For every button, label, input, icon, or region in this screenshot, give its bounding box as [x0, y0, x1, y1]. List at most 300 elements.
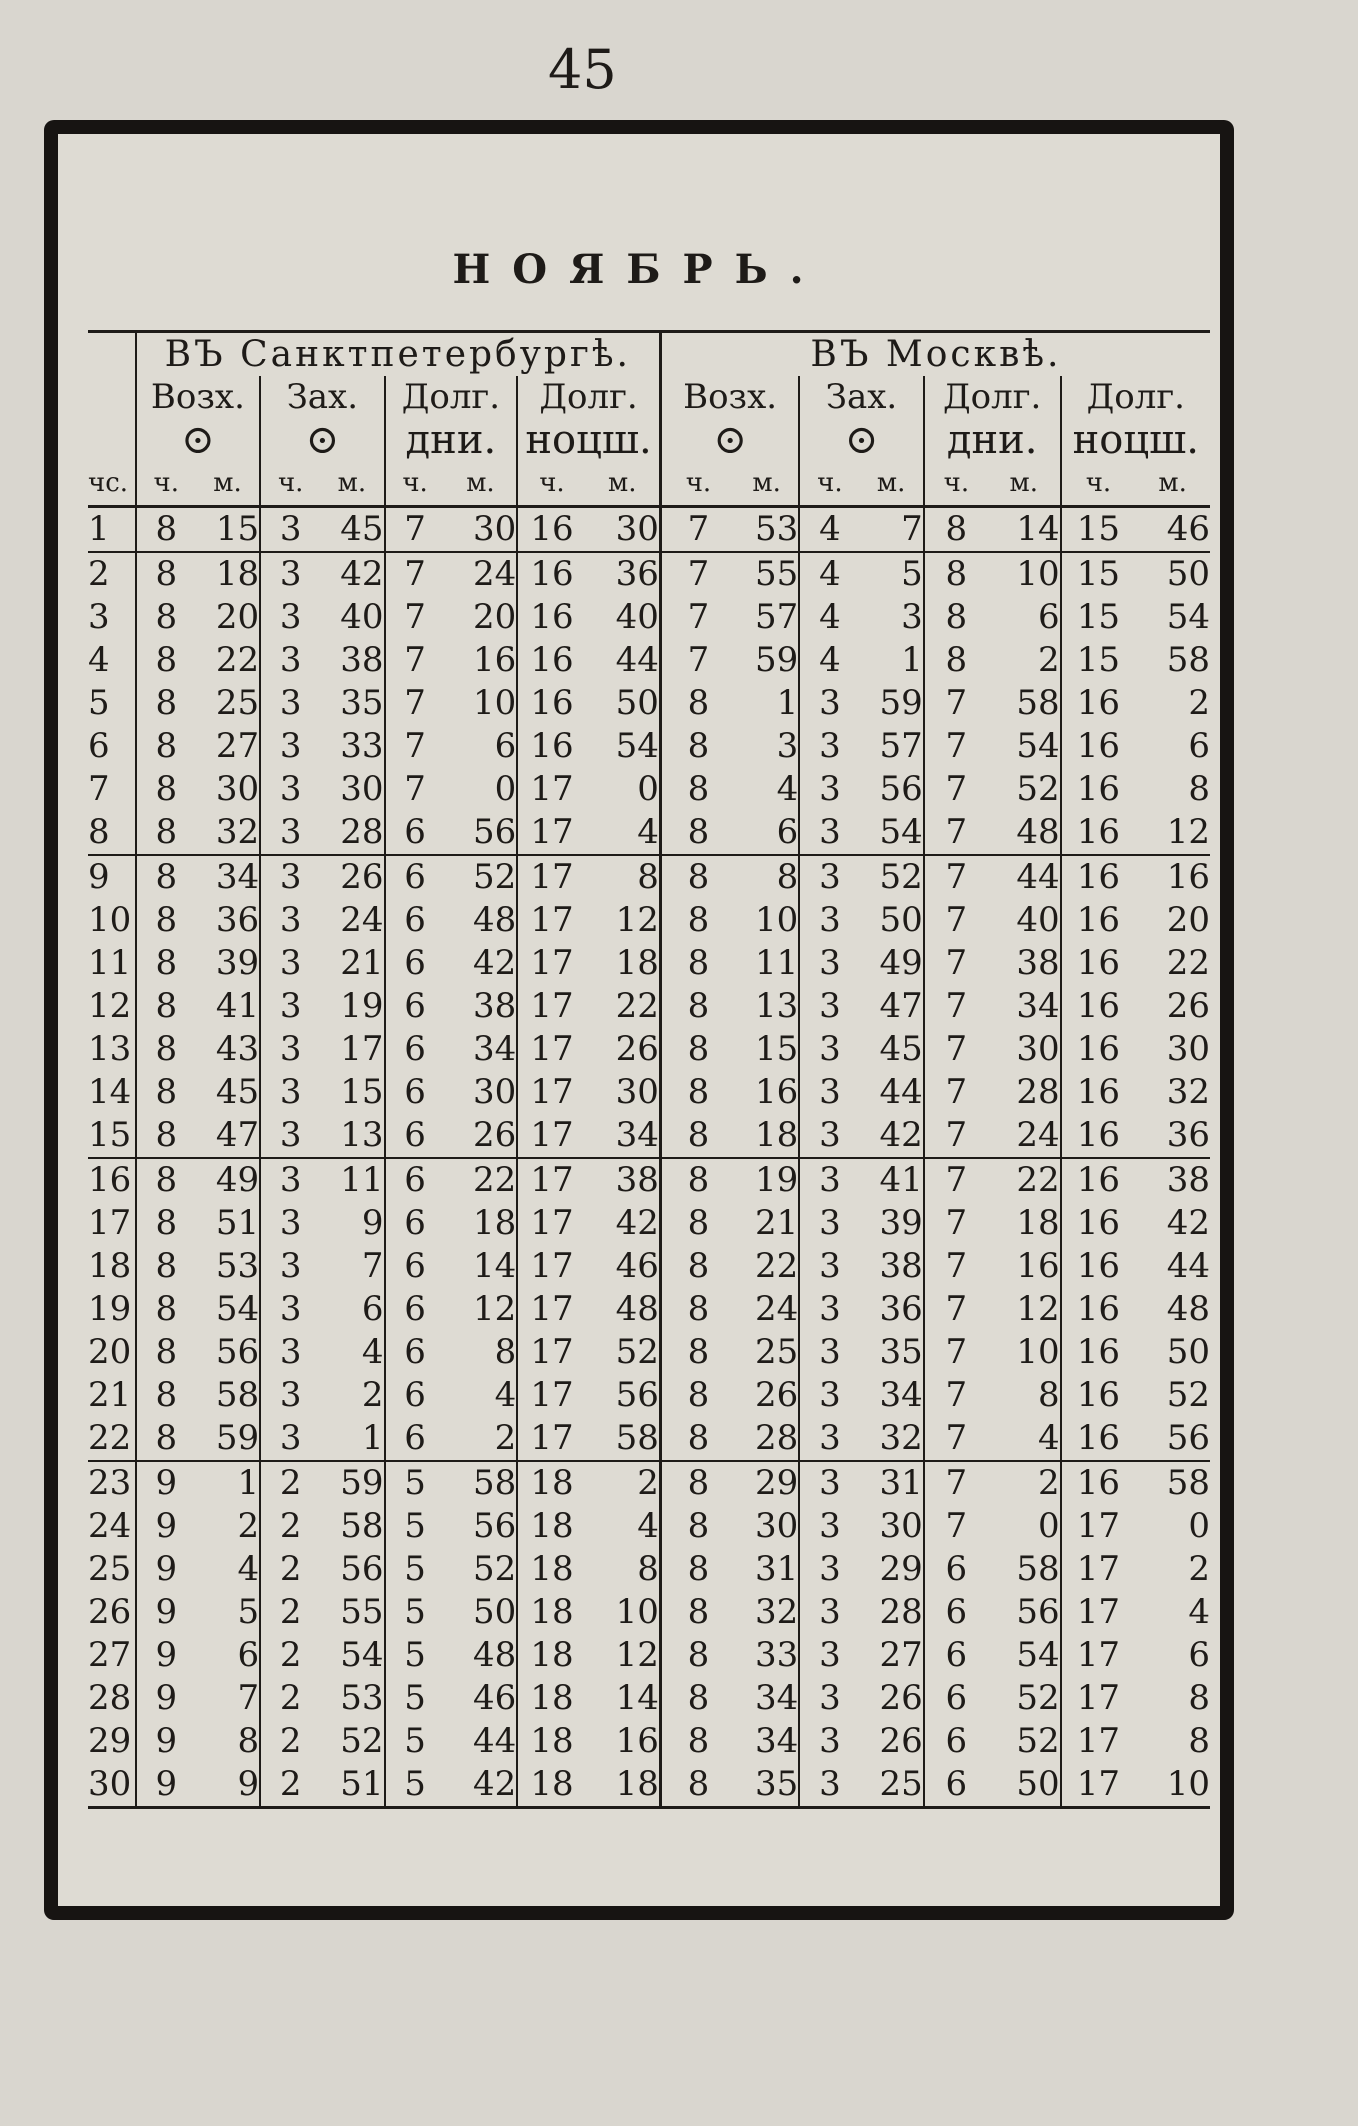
hour-cell: 6	[385, 1374, 445, 1417]
day-cell: 12	[88, 986, 132, 1026]
unit-hour: ч.	[136, 462, 196, 507]
hour-cell: 17	[517, 942, 585, 985]
hour-cell: 3	[260, 1071, 320, 1114]
hour-cell: 2	[260, 1720, 320, 1763]
minute-cell: 31	[755, 1549, 799, 1589]
day-cell: 2	[88, 552, 136, 596]
hour-cell: 9	[136, 1461, 196, 1505]
hour-cell: 17	[517, 811, 585, 855]
minute-cell: 11	[320, 1158, 384, 1202]
hour-cell: 8	[660, 1288, 735, 1331]
minute-cell: 52	[340, 1721, 384, 1761]
day-cell: 22	[88, 1418, 132, 1458]
hour-cell: 8	[924, 552, 988, 596]
minute-cell: 38	[340, 640, 384, 680]
hour-cell: 3	[799, 1763, 859, 1808]
hour-cell: 8	[136, 768, 196, 811]
minute-cell: 14	[615, 1678, 659, 1718]
minute-cell: 2	[1188, 1549, 1210, 1589]
minute-cell: 34	[196, 855, 260, 899]
day-column-spacer	[88, 419, 136, 462]
hour-cell: 8	[660, 942, 735, 985]
minute-cell: 52	[1016, 1678, 1060, 1718]
hour-cell: 16	[1061, 682, 1136, 725]
minute-cell: 26	[1166, 986, 1210, 1026]
minute-cell: 12	[1016, 1289, 1060, 1329]
hour-cell: 6	[924, 1677, 988, 1720]
hour-cell: 16	[1061, 899, 1136, 942]
minute-cell: 12	[615, 1635, 659, 1675]
minute-cell: 45	[879, 1029, 923, 1069]
day-cell: 21	[88, 1375, 132, 1415]
hour-cell: 3	[260, 596, 320, 639]
hour-cell: 9	[136, 1591, 196, 1634]
hour-cell: 8	[660, 1202, 735, 1245]
hour-cell: 18	[517, 1763, 585, 1808]
table-row	[88, 899, 1210, 942]
hour-cell: 16	[517, 507, 585, 553]
hour-cell: 2	[260, 1763, 320, 1808]
hour-cell: 17	[1061, 1634, 1136, 1677]
hour-cell: 16	[517, 552, 585, 596]
minute-cell: 20	[472, 597, 517, 637]
hour-cell: 16	[517, 682, 585, 725]
minute-cell: 34	[615, 1115, 659, 1155]
minute-cell: 28	[755, 1418, 799, 1458]
table-row	[88, 725, 1210, 768]
minute-cell: 40	[340, 597, 384, 637]
sun-symbol-icon: ⊙	[799, 419, 923, 462]
hour-cell: 8	[660, 1677, 735, 1720]
unit-minute: м.	[1135, 462, 1210, 507]
hour-cell: 8	[136, 985, 196, 1028]
hour-cell: 8	[136, 1245, 196, 1288]
table-row	[88, 639, 1210, 682]
unit-hour: ч.	[660, 462, 735, 507]
unit-hour: ч.	[260, 462, 320, 507]
minute-cell: 56	[472, 1506, 517, 1546]
hour-cell: 3	[260, 855, 320, 899]
minute-cell: 7	[361, 1246, 384, 1286]
hour-cell: 6	[385, 1202, 445, 1245]
hour-cell: 3	[260, 811, 320, 855]
hour-cell: 3	[799, 811, 859, 855]
minute-cell: 30	[472, 1072, 517, 1112]
hour-cell: 3	[799, 725, 859, 768]
minute-cell: 22	[988, 1158, 1061, 1202]
minute-cell: 34	[879, 1375, 923, 1415]
hour-cell: 16	[517, 639, 585, 682]
hour-cell: 7	[924, 1374, 988, 1417]
hour-cell: 6	[385, 899, 445, 942]
hour-cell: 16	[1061, 1202, 1136, 1245]
minute-cell: 2	[586, 1461, 661, 1505]
table-row	[88, 1548, 1210, 1591]
minute-cell: 58	[215, 1375, 260, 1415]
day-cell: 24	[88, 1506, 132, 1546]
hour-cell: 9	[136, 1634, 196, 1677]
day-cell: 28	[88, 1678, 132, 1718]
hour-cell: 6	[385, 855, 445, 899]
minute-cell: 44	[988, 855, 1061, 899]
hour-cell: 3	[260, 985, 320, 1028]
minute-cell: 9	[196, 1763, 260, 1808]
hour-cell: 7	[924, 1202, 988, 1245]
minute-cell: 1	[196, 1461, 260, 1505]
unit-minute: м.	[320, 462, 384, 507]
table-row	[88, 1114, 1210, 1158]
hour-cell: 7	[924, 1071, 988, 1114]
minute-cell: 35	[879, 1332, 923, 1372]
hour-cell: 5	[385, 1591, 445, 1634]
unit-hour: ч.	[1061, 462, 1136, 507]
hour-cell: 6	[385, 1114, 445, 1158]
day-cell: 5	[88, 683, 110, 723]
hour-cell: 3	[260, 725, 320, 768]
hour-cell: 3	[260, 1028, 320, 1071]
hour-cell: 6	[924, 1634, 988, 1677]
hour-cell: 5	[385, 1720, 445, 1763]
minute-cell: 59	[879, 683, 923, 723]
minute-cell: 38	[1135, 1158, 1210, 1202]
minute-cell: 30	[755, 1506, 799, 1546]
minute-cell: 12	[472, 1289, 517, 1329]
hour-cell: 16	[1061, 942, 1136, 985]
table-row	[88, 1720, 1210, 1763]
minute-cell: 10	[615, 1592, 659, 1632]
minute-cell: 18	[615, 943, 659, 983]
day-cell: 4	[88, 640, 110, 680]
hour-cell: 6	[385, 942, 445, 985]
hour-cell: 8	[660, 1461, 735, 1505]
hour-cell: 3	[799, 1114, 859, 1158]
hour-cell: 17	[1061, 1720, 1136, 1763]
hour-cell: 17	[517, 768, 585, 811]
hour-cell: 17	[517, 1202, 585, 1245]
minute-cell: 22	[755, 1246, 799, 1286]
day-column-spacer	[88, 376, 136, 419]
hour-cell: 3	[260, 552, 320, 596]
hour-cell: 8	[136, 596, 196, 639]
table-row	[88, 855, 1210, 899]
hour-cell: 16	[517, 725, 585, 768]
day-cell: 11	[88, 943, 132, 983]
hour-cell: 7	[924, 682, 988, 725]
sunrise-sunset-table	[88, 330, 1210, 1809]
hour-cell: 7	[924, 1245, 988, 1288]
minute-cell: 50	[615, 683, 659, 723]
minute-cell: 40	[1016, 900, 1060, 940]
day-header: чс.	[88, 462, 136, 507]
minute-cell: 34	[755, 1721, 799, 1761]
hour-cell: 16	[1061, 1071, 1136, 1114]
minute-cell: 58	[615, 1418, 659, 1458]
hour-cell: 8	[136, 899, 196, 942]
sun-symbol-icon: ⊙	[260, 419, 384, 462]
minute-cell: 10	[1016, 1332, 1060, 1372]
minute-cell: 38	[1016, 943, 1060, 983]
minute-cell: 24	[1016, 1115, 1060, 1155]
day-cell: 15	[88, 1115, 132, 1155]
hour-cell: 8	[924, 507, 988, 553]
minute-cell: 54	[1016, 1635, 1060, 1675]
city-header-petersburg: ВЪ Санктпетербургѣ.	[136, 332, 661, 377]
hour-cell: 18	[517, 1505, 585, 1548]
hour-cell: 7	[924, 855, 988, 899]
day-cell: 7	[88, 769, 110, 809]
hour-cell: 8	[660, 1548, 735, 1591]
hour-cell: 17	[1061, 1763, 1136, 1808]
minute-cell: 59	[755, 640, 799, 680]
hour-cell: 16	[1061, 1374, 1136, 1417]
minute-cell: 24	[755, 1289, 799, 1329]
minute-cell: 58	[1016, 1549, 1060, 1589]
hour-cell: 8	[660, 1071, 735, 1114]
hour-cell: 7	[385, 768, 445, 811]
hour-cell: 7	[660, 552, 735, 596]
hour-cell: 7	[660, 639, 735, 682]
hour-cell: 6	[385, 811, 445, 855]
hour-cell: 3	[799, 1202, 859, 1245]
day-cell: 23	[88, 1461, 136, 1505]
minute-cell: 32	[879, 1418, 923, 1458]
minute-cell: 39	[215, 943, 260, 983]
minute-cell: 46	[1166, 509, 1210, 549]
minute-cell: 4	[237, 1549, 260, 1589]
minute-cell: 30	[472, 509, 517, 549]
hour-cell: 8	[136, 1071, 196, 1114]
minute-cell: 49	[879, 943, 923, 983]
table-row	[88, 942, 1210, 985]
hour-cell: 6	[924, 1763, 988, 1808]
minute-cell: 35	[340, 683, 384, 723]
hour-cell: 8	[136, 1028, 196, 1071]
minute-cell: 2	[237, 1506, 260, 1546]
minute-cell: 22	[215, 640, 260, 680]
hour-cell: 6	[385, 1028, 445, 1071]
hour-cell: 8	[136, 552, 196, 596]
minute-cell: 45	[215, 1072, 260, 1112]
sun-symbol-icon: ⊙	[660, 419, 799, 462]
minute-cell: 2	[361, 1375, 384, 1415]
hour-cell: 7	[385, 682, 445, 725]
hour-cell: 5	[385, 1634, 445, 1677]
minute-cell: 30	[879, 1506, 923, 1546]
hour-cell: 6	[924, 1548, 988, 1591]
hour-cell: 8	[136, 1374, 196, 1417]
minute-cell: 54	[340, 1635, 384, 1675]
hour-cell: 3	[799, 942, 859, 985]
hour-cell: 17	[517, 1374, 585, 1417]
hour-cell: 16	[1061, 1417, 1136, 1461]
hour-cell: 3	[260, 1158, 320, 1202]
minute-cell: 56	[215, 1332, 260, 1372]
minute-cell: 48	[615, 1289, 659, 1329]
minute-cell: 8	[586, 855, 661, 899]
hour-cell: 16	[1061, 1461, 1136, 1505]
minute-cell: 56	[1016, 1592, 1060, 1632]
minute-cell: 16	[1016, 1246, 1060, 1286]
minute-cell: 38	[586, 1158, 661, 1202]
column-label: Возх.	[660, 376, 799, 419]
minute-cell: 30	[215, 769, 260, 809]
hour-cell: 16	[1061, 985, 1136, 1028]
hour-cell: 8	[660, 811, 735, 855]
minute-cell: 42	[445, 1763, 518, 1808]
hour-cell: 7	[924, 1331, 988, 1374]
hour-cell: 2	[260, 1634, 320, 1677]
minute-cell: 26	[320, 855, 384, 899]
minute-cell: 52	[472, 1549, 517, 1589]
hour-cell: 2	[260, 1505, 320, 1548]
minute-cell: 21	[755, 1203, 799, 1243]
hour-cell: 16	[1061, 725, 1136, 768]
hour-cell: 8	[660, 1634, 735, 1677]
minute-cell: 52	[615, 1332, 659, 1372]
minute-cell: 36	[586, 552, 661, 596]
column-label-row	[88, 376, 1210, 419]
minute-cell: 18	[755, 1115, 799, 1155]
hour-cell: 9	[136, 1763, 196, 1808]
minute-cell: 58	[1016, 683, 1060, 723]
hour-cell: 16	[517, 596, 585, 639]
minute-cell: 43	[215, 1029, 260, 1069]
hour-cell: 3	[260, 899, 320, 942]
minute-cell: 1	[776, 683, 799, 723]
minute-cell: 54	[215, 1289, 260, 1329]
minute-cell: 25	[755, 1332, 799, 1372]
minute-cell: 30	[1016, 1029, 1060, 1069]
table-row	[88, 1288, 1210, 1331]
table-row	[88, 552, 1210, 596]
sun-symbol-icon: ⊙	[136, 419, 260, 462]
hour-cell: 7	[385, 725, 445, 768]
minute-cell: 16	[472, 640, 517, 680]
minute-cell: 42	[472, 943, 517, 983]
minute-cell: 56	[615, 1375, 659, 1415]
minute-cell: 15	[340, 1072, 384, 1112]
unit-hour: ч.	[799, 462, 859, 507]
minute-cell: 42	[615, 1203, 659, 1243]
hour-cell: 4	[799, 507, 859, 553]
minute-cell: 6	[237, 1635, 260, 1675]
hour-cell: 8	[136, 639, 196, 682]
hour-cell: 17	[517, 1028, 585, 1071]
minute-cell: 16	[615, 1721, 659, 1761]
hour-cell: 3	[799, 768, 859, 811]
day-cell: 6	[88, 726, 110, 766]
minute-cell: 4	[494, 1375, 517, 1415]
minute-cell: 0	[637, 769, 659, 809]
minute-cell: 22	[1166, 943, 1210, 983]
hour-cell: 15	[1061, 552, 1136, 596]
minute-cell: 36	[215, 900, 260, 940]
minute-cell: 44	[879, 1072, 923, 1112]
hour-cell: 15	[1061, 507, 1136, 553]
table-row	[88, 1677, 1210, 1720]
unit-minute: м.	[735, 462, 799, 507]
minute-cell: 55	[340, 1592, 384, 1632]
hour-cell: 7	[385, 596, 445, 639]
table-row	[88, 1634, 1210, 1677]
hour-cell: 3	[799, 1720, 859, 1763]
minute-cell: 59	[215, 1418, 260, 1458]
minute-cell: 25	[859, 1763, 923, 1808]
minute-cell: 42	[1166, 1203, 1210, 1243]
page-number: 45	[548, 38, 617, 101]
minute-cell: 4	[637, 812, 659, 852]
minute-cell: 4	[1188, 1592, 1210, 1632]
unit-hour: ч.	[385, 462, 445, 507]
day-cell: 18	[88, 1246, 132, 1286]
minute-cell: 5	[859, 552, 923, 596]
hour-cell: 8	[136, 1331, 196, 1374]
hour-cell: 7	[924, 1505, 988, 1548]
table-row	[88, 1071, 1210, 1114]
minute-cell: 42	[879, 1115, 923, 1155]
minute-cell: 28	[879, 1592, 923, 1632]
hour-cell: 8	[136, 507, 196, 553]
column-label: Долг.	[517, 376, 660, 419]
table-row	[88, 1331, 1210, 1374]
hour-cell: 16	[1061, 1028, 1136, 1071]
hour-cell: 3	[260, 1114, 320, 1158]
hour-cell: 8	[660, 1245, 735, 1288]
minute-cell: 4	[1037, 1418, 1060, 1458]
hour-cell: 17	[517, 1417, 585, 1461]
hour-cell: 8	[136, 855, 196, 899]
hour-cell: 8	[136, 725, 196, 768]
minute-cell: 48	[1016, 812, 1060, 852]
hour-cell: 4	[799, 552, 859, 596]
minute-cell: 34	[1016, 986, 1060, 1026]
minute-cell: 20	[215, 597, 260, 637]
hour-cell: 8	[136, 1158, 196, 1202]
table-row	[88, 507, 1210, 553]
hour-cell: 2	[260, 1461, 320, 1505]
hour-cell: 17	[517, 1245, 585, 1288]
minute-cell: 19	[340, 986, 384, 1026]
minute-cell: 54	[879, 812, 923, 852]
minute-cell: 42	[320, 552, 384, 596]
hour-cell: 17	[517, 1158, 585, 1202]
minute-cell: 5	[237, 1592, 260, 1632]
table-row	[88, 596, 1210, 639]
unit-hour: ч.	[924, 462, 988, 507]
minute-cell: 3	[901, 597, 923, 637]
hour-cell: 3	[799, 1634, 859, 1677]
minute-cell: 57	[755, 597, 799, 637]
hour-cell: 8	[924, 639, 988, 682]
hour-cell: 8	[660, 725, 735, 768]
minute-cell: 30	[615, 509, 659, 549]
hour-cell: 3	[260, 1417, 320, 1461]
minute-cell: 48	[472, 1635, 517, 1675]
minute-cell: 2	[494, 1418, 517, 1458]
hour-cell: 6	[385, 1331, 445, 1374]
minute-cell: 58	[445, 1461, 518, 1505]
hour-cell: 8	[660, 768, 735, 811]
table-row	[88, 985, 1210, 1028]
minute-cell: 56	[340, 1549, 384, 1589]
hour-cell: 15	[1061, 639, 1136, 682]
minute-cell: 18	[196, 552, 260, 596]
table-row	[88, 1245, 1210, 1288]
hour-cell: 7	[924, 1461, 988, 1505]
minute-cell: 6	[1188, 1635, 1210, 1675]
minute-cell: 8	[237, 1721, 260, 1761]
unit-hour: ч.	[517, 462, 585, 507]
